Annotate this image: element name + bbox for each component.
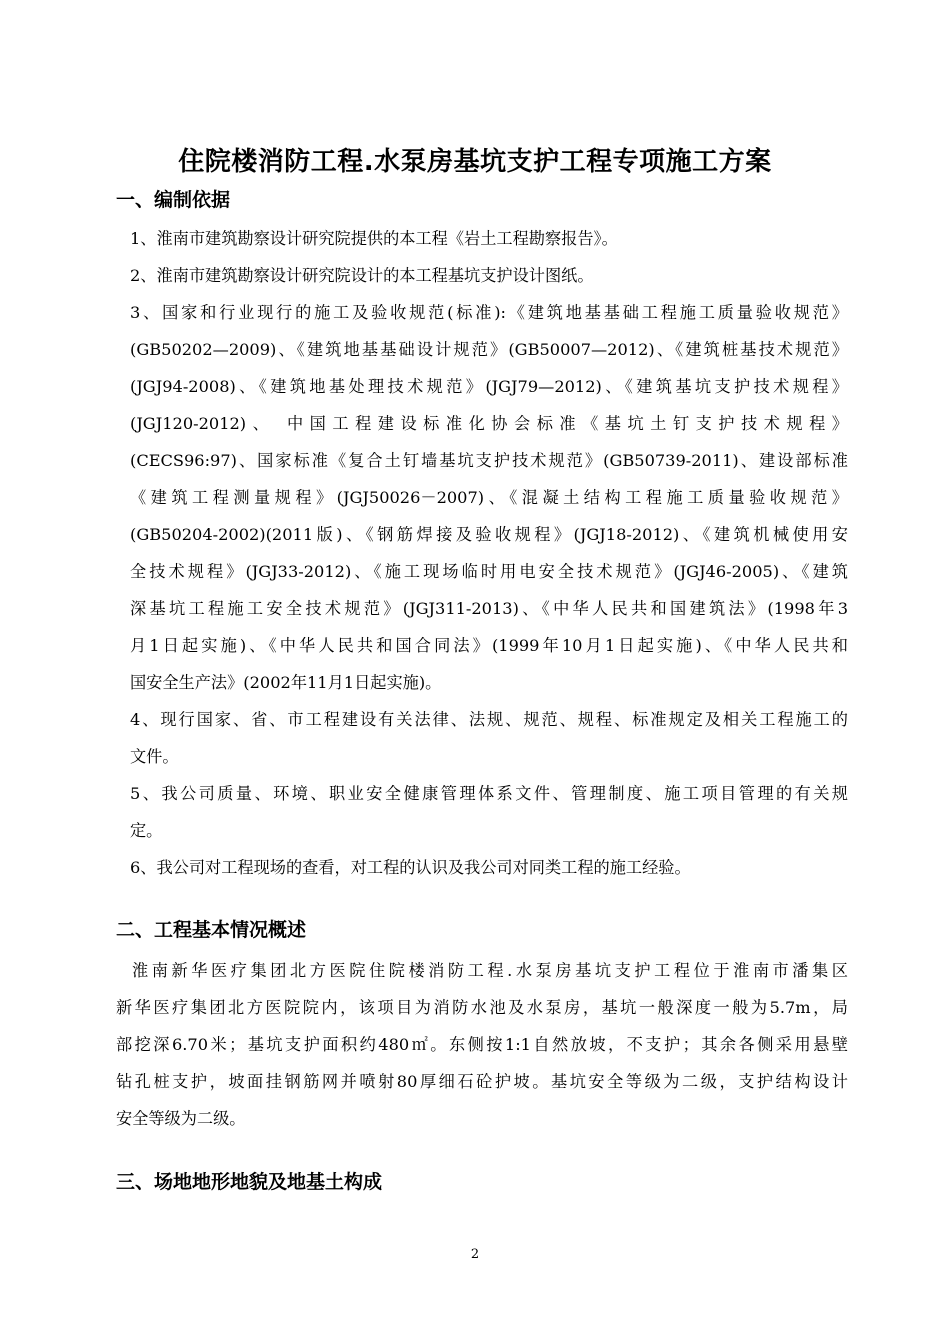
page-title: 住院楼消防工程.水泵房基坑支护工程专项施工方案: [178, 147, 772, 177]
basis-item-6: 6、我公司对工程现场的查看，对工程的认识及我公司对同类工程的施工经验。: [130, 858, 691, 877]
basis-item-3-line: (CECS96:97)、国家标准《复合土钉墙基坑支护技术规范》(GB50739-2011)、建设部标准: [130, 451, 848, 470]
basis-item-4-line: 文件。: [130, 747, 179, 766]
basis-item-5-line: 5、我公司质量、环境、职业安全健康管理体系文件、管理制度、施工项目管理的有关规: [130, 784, 848, 803]
basis-item-3-line: 3、国家和行业现行的施工及验收规范(标准):《建筑地基基础工程施工质量验收规范》: [130, 303, 848, 322]
overview-line: 新华医疗集团北方医院院内，该项目为消防水池及水泵房，基坑一般深度一般为5.7m，局: [116, 998, 848, 1017]
basis-item-2: 2、淮南市建筑勘察设计研究院设计的本工程基坑支护设计图纸。: [130, 266, 594, 285]
basis-item-1: 1、淮南市建筑勘察设计研究院提供的本工程《岩土工程勘察报告》。: [130, 229, 618, 248]
overview-line: 淮南新华医疗集团北方医院住院楼消防工程.水泵房基坑支护工程位于淮南市潘集区: [132, 961, 848, 980]
basis-item-4-line: 4、现行国家、省、市工程建设有关法律、法规、规范、规程、标准规定及相关工程施工的: [130, 710, 848, 729]
basis-item-3-line: (JGJ120-2012)、 中国工程建设标准化协会标准《基坑土钉支护技术规程》: [130, 414, 848, 433]
section-heading-basis: 一、编制依据: [116, 189, 231, 211]
basis-item-3-line: 《建筑工程测量规程》(JGJ50026－2007)、《混凝土结构工程施工质量验收规范》: [130, 488, 848, 507]
basis-item-5-line: 定。: [130, 821, 163, 840]
basis-item-3-line: (GB50204-2002)(2011版)、《钢筋焊接及验收规程》(JGJ18-2012)、《建筑机械使用安: [130, 525, 848, 544]
overview-line: 钻孔桩支护，坡面挂钢筋网并喷射80厚细石砼护坡。基坑安全等级为二级，支护结构设计: [116, 1072, 848, 1091]
section-heading-terrain: 三、场地地形地貌及地基土构成: [116, 1171, 383, 1193]
overview-line: 安全等级为二级。: [116, 1109, 246, 1128]
basis-item-3-line: 全技术规程》(JGJ33-2012)、《施工现场临时用电安全技术规范》(JGJ46-2005)、《建筑: [130, 562, 848, 581]
basis-item-3-line: 月1日起实施)、《中华人民共和国合同法》(1999年10月1日起实施)、《中华人民共和: [130, 636, 848, 655]
page-number: 2: [470, 1247, 480, 1262]
basis-item-3-line: (JGJ94-2008)、《建筑地基处理技术规范》(JGJ79—2012)、《建筑基坑支护技术规程》: [130, 377, 848, 396]
basis-item-3-line: (GB50202—2009)、《建筑地基基础设计规范》(GB50007—2012)、《建筑桩基技术规范》: [130, 340, 848, 359]
section-heading-overview: 二、工程基本情况概述: [116, 919, 307, 941]
basis-item-3-line: 深基坑工程施工安全技术规范》(JGJ311-2013)、《中华人民共和国建筑法》(1998年3: [130, 599, 848, 618]
basis-item-3-line: 国安全生产法》(2002年11月1日起实施)。: [130, 673, 442, 692]
overview-line: 部挖深6.70米；基坑支护面积约480㎡。东侧按1:1自然放坡，不支护；其余各侧采用悬壁: [116, 1035, 848, 1054]
